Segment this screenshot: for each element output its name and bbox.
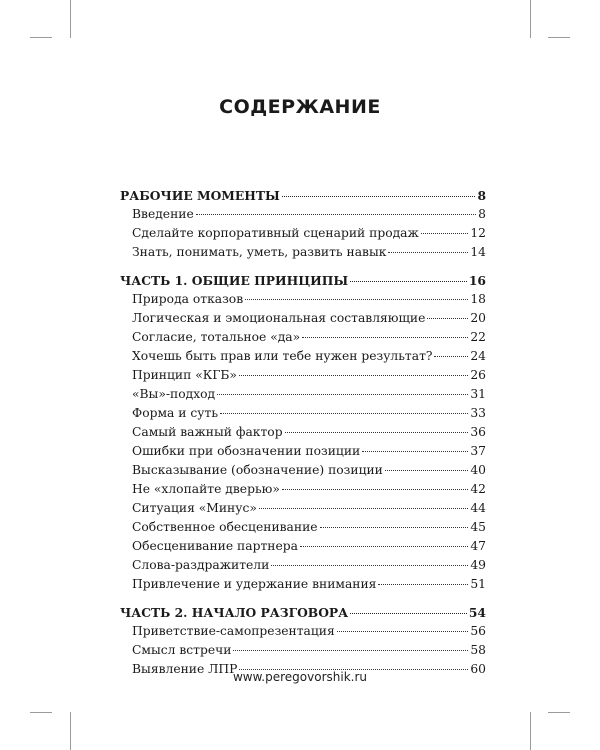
toc-entry-page: 14 — [470, 245, 486, 259]
footer-url: www.peregovorshik.ru — [232, 670, 368, 684]
dot-leader — [233, 650, 468, 651]
toc-entry-title: Хочешь быть прав или тебе нужен результат? — [132, 349, 433, 363]
toc-entry-page: 42 — [470, 482, 486, 496]
dot-leader — [320, 527, 469, 528]
toc-entry-title: Ошибки при обозначении позиции — [132, 444, 361, 458]
toc-entry-title: Слова-раздражители — [132, 558, 270, 572]
toc-entry-title: Выявление ЛПР — [132, 662, 238, 676]
toc-entry-page: 24 — [470, 349, 486, 363]
dot-leader — [427, 318, 468, 319]
toc-entry — [120, 480, 486, 499]
crop-mark — [530, 712, 531, 750]
dot-leader — [385, 470, 468, 471]
dot-leader — [362, 451, 468, 452]
crop-mark — [70, 0, 71, 38]
toc-section — [120, 603, 486, 679]
toc-entry — [120, 328, 486, 347]
toc-entry-title: Форма и суть — [132, 406, 219, 420]
toc-entry-page: 45 — [470, 520, 486, 534]
crop-mark — [70, 712, 71, 750]
toc-entry-title: Знать, понимать, уметь, развить навык — [132, 245, 387, 259]
toc-entry-title: Введение — [132, 207, 194, 221]
dot-leader — [282, 196, 476, 197]
crop-mark — [30, 712, 52, 713]
toc-section-heading — [120, 186, 486, 205]
toc-entry-title: Смысл встречи — [132, 643, 232, 657]
dot-leader — [337, 631, 469, 632]
toc-entry — [120, 243, 486, 262]
dot-leader — [220, 413, 468, 414]
toc-entry — [120, 537, 486, 556]
toc-entry-page: 47 — [470, 539, 486, 553]
toc-entry — [120, 366, 486, 385]
toc-entry — [120, 224, 486, 243]
toc-entry-title: Согласие, тотальное «да» — [132, 330, 301, 344]
dot-leader — [245, 299, 468, 300]
toc-entry — [120, 290, 486, 309]
dot-leader — [350, 281, 467, 282]
toc-entry-title: Привлечение и удержание внимания — [132, 577, 377, 591]
toc-entry-title: Ситуация «Минус» — [132, 501, 257, 515]
page-title: СОДЕРЖАНИЕ — [219, 96, 381, 118]
crop-mark — [548, 37, 570, 38]
toc-entry — [120, 347, 486, 366]
toc-entry-page: 40 — [470, 463, 486, 477]
crop-mark — [30, 37, 52, 38]
toc-section-heading — [120, 271, 486, 290]
toc-entry-page: 44 — [470, 501, 486, 515]
toc-entry — [120, 205, 486, 224]
toc-section-heading — [120, 603, 486, 622]
toc-entry-page: 36 — [470, 425, 486, 439]
dot-leader — [217, 394, 468, 395]
dot-leader — [421, 233, 469, 234]
toc-entry-page: 60 — [470, 662, 486, 676]
crop-mark — [548, 712, 570, 713]
dot-leader — [196, 214, 476, 215]
toc-entry — [120, 556, 486, 575]
toc-section-heading-page: 8 — [477, 188, 486, 203]
dot-leader — [271, 565, 468, 566]
toc-entry-title: Принцип «КГБ» — [132, 368, 237, 382]
dot-leader — [300, 546, 468, 547]
toc-entry-page: 49 — [470, 558, 486, 572]
dot-leader — [302, 337, 468, 338]
toc-entry-title: Сделайте корпоративный сценарий продаж — [132, 226, 419, 240]
toc-section-heading-page: 54 — [468, 605, 486, 620]
toc-entry — [120, 404, 486, 423]
dot-leader — [259, 508, 468, 509]
toc-entry-page: 26 — [470, 368, 486, 382]
toc-entry-page: 58 — [470, 643, 486, 657]
toc-section-heading-page: 16 — [468, 273, 486, 288]
toc-entry-page: 8 — [478, 207, 486, 221]
toc-entry-title: Не «хлопайте дверью» — [132, 482, 280, 496]
toc-section-heading-title: РАБОЧИЕ МОМЕНТЫ — [120, 188, 280, 203]
table-of-contents — [120, 186, 486, 688]
toc-entry — [120, 622, 486, 641]
crop-mark — [530, 0, 531, 38]
toc-entry-page: 18 — [470, 292, 486, 306]
toc-entry — [120, 641, 486, 660]
dot-leader — [285, 432, 469, 433]
toc-entry-page: 51 — [470, 577, 486, 591]
dot-leader — [239, 375, 468, 376]
dot-leader — [388, 252, 468, 253]
toc-entry-page: 56 — [470, 624, 486, 638]
toc-entry-page: 12 — [470, 226, 486, 240]
toc-entry — [120, 442, 486, 461]
toc-entry — [120, 309, 486, 328]
toc-entry-title: Природа отказов — [132, 292, 244, 306]
toc-section — [120, 186, 486, 262]
toc-entry-page: 37 — [470, 444, 486, 458]
toc-section — [120, 271, 486, 594]
toc-entry-page: 31 — [470, 387, 486, 401]
toc-entry-title: Высказывание (обозначение) позиции — [132, 463, 383, 477]
toc-entry — [120, 499, 486, 518]
dot-leader — [378, 584, 468, 585]
toc-entry — [120, 461, 486, 480]
toc-entry — [120, 575, 486, 594]
dot-leader — [282, 489, 468, 490]
toc-entry — [120, 518, 486, 537]
toc-entry-page: 33 — [470, 406, 486, 420]
toc-entry-page: 22 — [470, 330, 486, 344]
toc-entry-title: «Вы»-подход — [132, 387, 216, 401]
toc-entry-title: Логическая и эмоциональная составляющие — [132, 311, 426, 325]
toc-entry-title: Приветствие-самопрезентация — [132, 624, 335, 638]
toc-entry — [120, 385, 486, 404]
toc-entry-title: Собственное обесценивание — [132, 520, 318, 534]
dot-leader — [434, 356, 468, 357]
toc-entry — [120, 423, 486, 442]
toc-section-heading-title: ЧАСТЬ 1. ОБЩИЕ ПРИНЦИПЫ — [120, 273, 349, 288]
toc-entry-title: Самый важный фактор — [132, 425, 283, 439]
toc-entry-page: 20 — [470, 311, 486, 325]
toc-entry-title: Обесценивание партнера — [132, 539, 298, 553]
toc-section-heading-title: ЧАСТЬ 2. НАЧАЛО РАЗГОВОРА — [120, 605, 349, 620]
dot-leader — [350, 613, 467, 614]
